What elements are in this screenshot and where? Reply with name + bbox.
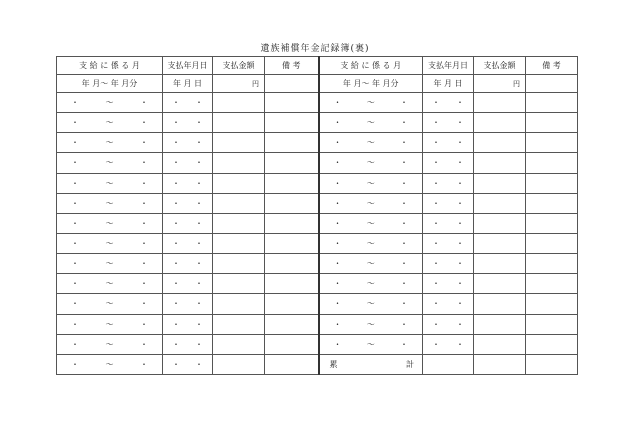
- remarks-cell: [265, 314, 319, 334]
- tilde-mark: ～: [366, 118, 375, 128]
- paydate-cell: [163, 193, 213, 213]
- remarks-cell: [265, 274, 319, 294]
- remarks-cell: [526, 254, 578, 274]
- table-row: [57, 294, 578, 314]
- tilde-mark: ～: [105, 359, 114, 369]
- period-cell: [57, 213, 163, 233]
- period-cell: [57, 354, 163, 374]
- date-dot: ・: [195, 299, 203, 309]
- date-dot: ・: [172, 198, 180, 208]
- paydate-cell: [163, 254, 213, 274]
- period-to-dot: ・: [400, 178, 408, 188]
- remarks-cell: [265, 213, 319, 233]
- paydate-cell: [423, 294, 474, 314]
- remarks-cell: [265, 354, 319, 374]
- tilde-mark: ～: [105, 279, 114, 289]
- date-dot: ・: [195, 319, 203, 329]
- table-row: [57, 153, 578, 173]
- table-row: [57, 113, 578, 133]
- amount-cell: [474, 294, 526, 314]
- right-amount-units: [474, 75, 526, 93]
- period-to-dot: ・: [400, 339, 408, 349]
- period-cell: [57, 173, 163, 193]
- period-from-dot: ・: [333, 259, 342, 269]
- amount-cell: [474, 193, 526, 213]
- right-period-header: [319, 57, 423, 75]
- remarks-cell: [265, 233, 319, 253]
- period-from-dot: ・: [333, 138, 342, 148]
- date-dot: ・: [432, 158, 440, 168]
- amount-cell: [474, 354, 526, 374]
- period-from-dot: ・: [333, 339, 342, 349]
- table-row: [57, 254, 578, 274]
- date-dot: ・: [172, 279, 180, 289]
- total-label-cell: [319, 354, 423, 374]
- period-cell: [57, 113, 163, 133]
- period-cell: [319, 93, 423, 113]
- period-to-dot: ・: [140, 319, 148, 329]
- tilde-mark: ～: [366, 339, 375, 349]
- remarks-cell: [265, 193, 319, 213]
- amount-cell: [213, 334, 265, 354]
- period-from-dot: ・: [71, 218, 79, 228]
- period-from-dot: ・: [71, 118, 79, 128]
- amount-cell: [474, 133, 526, 153]
- remarks-cell: [265, 93, 319, 113]
- remarks-header-label: 備 考: [281, 61, 301, 70]
- paydate-cell: [423, 113, 474, 133]
- period-from-dot: ・: [333, 178, 342, 188]
- tilde-mark: ～: [105, 239, 114, 249]
- date-dot: ・: [195, 359, 203, 369]
- paydate-units-label: 年 月 日: [172, 79, 203, 88]
- remarks-cell: [265, 133, 319, 153]
- period-to-dot: ・: [140, 178, 148, 188]
- amount-cell: [213, 153, 265, 173]
- paydate-cell: [163, 213, 213, 233]
- remarks-cell: [526, 354, 578, 374]
- period-cell: [319, 254, 423, 274]
- date-dot: ・: [432, 279, 440, 289]
- paydate-cell: [163, 133, 213, 153]
- tilde-mark: ～: [366, 239, 375, 249]
- period-to-dot: ・: [140, 98, 148, 108]
- total-label-b: 計: [406, 359, 414, 369]
- tilde-mark: ～: [105, 299, 114, 309]
- date-dot: ・: [456, 98, 464, 108]
- remarks-cell: [526, 233, 578, 253]
- remarks-cell: [526, 213, 578, 233]
- amount-cell: [474, 233, 526, 253]
- period-from-dot: ・: [71, 259, 79, 269]
- table-row: [57, 233, 578, 253]
- period-units-label: 年 月～ 年 月分: [81, 79, 138, 88]
- remarks-cell: [526, 334, 578, 354]
- date-dot: ・: [456, 178, 464, 188]
- date-dot: ・: [195, 178, 203, 188]
- paydate-cell: [163, 354, 213, 374]
- period-cell: [57, 294, 163, 314]
- date-dot: ・: [172, 299, 180, 309]
- ledger-table: [56, 56, 578, 375]
- paydate-units-label: 年 月 日: [433, 79, 463, 88]
- period-to-dot: ・: [400, 198, 408, 208]
- period-to-dot: ・: [140, 239, 148, 249]
- amount-cell: [213, 274, 265, 294]
- table-row: [57, 354, 578, 374]
- amount-cell: [474, 153, 526, 173]
- paydate-cell: [423, 233, 474, 253]
- paydate-cell: [423, 334, 474, 354]
- period-from-dot: ・: [71, 138, 79, 148]
- remarks-header-label: 備 考: [542, 61, 561, 70]
- period-to-dot: ・: [140, 259, 148, 269]
- period-cell: [319, 274, 423, 294]
- right-amount-header: [474, 57, 526, 75]
- tilde-mark: ～: [366, 138, 375, 148]
- date-dot: ・: [456, 118, 464, 128]
- left-paydate-header: [163, 57, 213, 75]
- period-cell: [57, 133, 163, 153]
- paydate-cell: [423, 193, 474, 213]
- period-to-dot: ・: [400, 239, 408, 249]
- date-dot: ・: [172, 239, 180, 249]
- period-from-dot: ・: [71, 98, 79, 108]
- paydate-cell: [423, 133, 474, 153]
- period-from-dot: ・: [333, 218, 342, 228]
- tilde-mark: ～: [105, 218, 114, 228]
- period-to-dot: ・: [140, 339, 148, 349]
- tilde-mark: ～: [105, 138, 114, 148]
- date-dot: ・: [456, 299, 464, 309]
- paydate-cell: [423, 173, 474, 193]
- date-dot: ・: [432, 98, 440, 108]
- date-dot: ・: [456, 259, 464, 269]
- date-dot: ・: [172, 118, 180, 128]
- period-cell: [57, 153, 163, 173]
- period-cell: [319, 294, 423, 314]
- date-dot: ・: [172, 218, 180, 228]
- period-from-dot: ・: [333, 198, 342, 208]
- period-from-dot: ・: [333, 279, 342, 289]
- right-remarks-blank: [526, 75, 578, 93]
- paydate-cell: [163, 173, 213, 193]
- amount-cell: [213, 133, 265, 153]
- paydate-cell: [423, 274, 474, 294]
- period-from-dot: ・: [333, 239, 342, 249]
- period-from-dot: ・: [71, 359, 79, 369]
- table-row: [57, 173, 578, 193]
- tilde-mark: ～: [366, 158, 375, 168]
- amount-cell: [474, 254, 526, 274]
- period-from-dot: ・: [71, 299, 79, 309]
- period-from-dot: ・: [333, 319, 342, 329]
- table-row: [57, 314, 578, 334]
- date-dot: ・: [172, 178, 180, 188]
- period-from-dot: ・: [71, 198, 79, 208]
- date-dot: ・: [432, 339, 440, 349]
- date-dot: ・: [432, 218, 440, 228]
- right-remarks-header: [526, 57, 578, 75]
- tilde-mark: ～: [366, 279, 375, 289]
- tilde-mark: ～: [105, 339, 114, 349]
- amount-cell: [474, 113, 526, 133]
- period-cell: [319, 334, 423, 354]
- amount-cell: [213, 314, 265, 334]
- remarks-cell: [526, 113, 578, 133]
- amount-cell: [474, 334, 526, 354]
- period-from-dot: ・: [71, 158, 79, 168]
- date-dot: ・: [195, 279, 203, 289]
- tilde-mark: ～: [366, 218, 375, 228]
- tilde-mark: ～: [366, 98, 375, 108]
- remarks-cell: [526, 294, 578, 314]
- remarks-cell: [265, 254, 319, 274]
- paydate-cell: [163, 93, 213, 113]
- tilde-mark: ～: [105, 319, 114, 329]
- period-cell: [57, 233, 163, 253]
- left-paydate-units: [163, 75, 213, 93]
- date-dot: ・: [432, 319, 440, 329]
- period-cell: [57, 274, 163, 294]
- tilde-mark: ～: [105, 158, 114, 168]
- date-dot: ・: [195, 138, 203, 148]
- paydate-cell: [163, 113, 213, 133]
- date-dot: ・: [432, 118, 440, 128]
- date-dot: ・: [432, 299, 440, 309]
- date-dot: ・: [456, 339, 464, 349]
- date-dot: ・: [172, 259, 180, 269]
- date-dot: ・: [195, 158, 203, 168]
- period-header-label: 支 給 に 係 る 月: [340, 61, 402, 70]
- date-dot: ・: [172, 319, 180, 329]
- remarks-cell: [526, 173, 578, 193]
- period-cell: [57, 254, 163, 274]
- tilde-mark: ～: [366, 319, 375, 329]
- remarks-cell: [265, 173, 319, 193]
- left-period-header: [57, 57, 163, 75]
- paydate-cell: [163, 233, 213, 253]
- amount-cell: [213, 213, 265, 233]
- remarks-cell: [526, 314, 578, 334]
- period-to-dot: ・: [140, 299, 148, 309]
- right-paydate-units: [423, 75, 474, 93]
- paydate-cell: [423, 314, 474, 334]
- amount-cell: [213, 254, 265, 274]
- period-units-label: 年 月～ 年 月分: [342, 79, 399, 88]
- tilde-mark: ～: [366, 178, 375, 188]
- remarks-cell: [526, 153, 578, 173]
- paydate-cell: [163, 314, 213, 334]
- remarks-cell: [265, 153, 319, 173]
- yen-unit-label: 円: [252, 79, 259, 88]
- table-row: [57, 133, 578, 153]
- period-cell: [319, 193, 423, 213]
- amount-cell: [213, 93, 265, 113]
- date-dot: ・: [195, 98, 203, 108]
- date-dot: ・: [456, 239, 464, 249]
- tilde-mark: ～: [105, 259, 114, 269]
- date-dot: ・: [432, 178, 440, 188]
- period-to-dot: ・: [400, 218, 408, 228]
- table-row: [57, 334, 578, 354]
- date-dot: ・: [195, 239, 203, 249]
- paydate-cell: [163, 294, 213, 314]
- period-to-dot: ・: [140, 118, 148, 128]
- paydate-cell: [423, 354, 474, 374]
- tilde-mark: ～: [366, 299, 375, 309]
- date-dot: ・: [195, 218, 203, 228]
- period-from-dot: ・: [333, 299, 342, 309]
- period-cell: [319, 233, 423, 253]
- period-to-dot: ・: [400, 319, 408, 329]
- amount-cell: [213, 233, 265, 253]
- amount-cell: [474, 213, 526, 233]
- period-cell: [57, 314, 163, 334]
- amount-cell: [213, 354, 265, 374]
- remarks-cell: [265, 294, 319, 314]
- remarks-cell: [526, 193, 578, 213]
- period-cell: [57, 334, 163, 354]
- amount-cell: [213, 193, 265, 213]
- date-dot: ・: [432, 138, 440, 148]
- period-from-dot: ・: [71, 239, 79, 249]
- period-from-dot: ・: [71, 279, 79, 289]
- remarks-cell: [265, 334, 319, 354]
- amount-cell: [474, 173, 526, 193]
- paydate-cell: [423, 254, 474, 274]
- date-dot: ・: [195, 198, 203, 208]
- table-row: [57, 193, 578, 213]
- period-to-dot: ・: [400, 158, 408, 168]
- yen-unit-label: 円: [513, 79, 520, 88]
- date-dot: ・: [432, 198, 440, 208]
- period-to-dot: ・: [400, 138, 408, 148]
- date-dot: ・: [172, 138, 180, 148]
- page-title: 遺族補償年金記録簿(裏): [260, 44, 370, 54]
- period-to-dot: ・: [140, 279, 148, 289]
- left-period-units: [57, 75, 163, 93]
- table-row: [57, 274, 578, 294]
- period-cell: [319, 213, 423, 233]
- period-header-label: 支 給 に 係 る 月: [79, 61, 140, 70]
- tilde-mark: ～: [105, 178, 114, 188]
- left-remarks-header: [265, 57, 319, 75]
- amount-cell: [474, 314, 526, 334]
- left-amount-header: [213, 57, 265, 75]
- date-dot: ・: [456, 218, 464, 228]
- tilde-mark: ～: [105, 118, 114, 128]
- right-paydate-header: [423, 57, 474, 75]
- date-dot: ・: [432, 239, 440, 249]
- date-dot: ・: [172, 339, 180, 349]
- period-cell: [319, 173, 423, 193]
- date-dot: ・: [432, 259, 440, 269]
- period-from-dot: ・: [333, 118, 342, 128]
- date-dot: ・: [195, 118, 203, 128]
- date-dot: ・: [195, 259, 203, 269]
- period-from-dot: ・: [333, 158, 342, 168]
- period-to-dot: ・: [140, 198, 148, 208]
- period-to-dot: ・: [140, 138, 148, 148]
- date-dot: ・: [456, 138, 464, 148]
- period-from-dot: ・: [71, 178, 79, 188]
- tilde-mark: ～: [105, 98, 114, 108]
- date-dot: ・: [195, 339, 203, 349]
- remarks-cell: [265, 113, 319, 133]
- period-from-dot: ・: [71, 339, 79, 349]
- period-to-dot: ・: [400, 118, 408, 128]
- date-dot: ・: [172, 158, 180, 168]
- period-to-dot: ・: [400, 259, 408, 269]
- table-row: [57, 213, 578, 233]
- date-dot: ・: [172, 98, 180, 108]
- paydate-cell: [163, 334, 213, 354]
- period-to-dot: ・: [400, 98, 408, 108]
- period-cell: [319, 113, 423, 133]
- amount-cell: [474, 93, 526, 113]
- paydate-cell: [163, 274, 213, 294]
- amount-header-label: 支払金額: [483, 61, 516, 70]
- paydate-cell: [423, 213, 474, 233]
- period-cell: [319, 153, 423, 173]
- period-cell: [319, 133, 423, 153]
- date-dot: ・: [172, 359, 180, 369]
- period-to-dot: ・: [400, 299, 408, 309]
- left-amount-units: [213, 75, 265, 93]
- period-cell: [57, 193, 163, 213]
- tilde-mark: ～: [105, 198, 114, 208]
- remarks-cell: [526, 93, 578, 113]
- period-from-dot: ・: [71, 319, 79, 329]
- paydate-cell: [163, 153, 213, 173]
- period-to-dot: ・: [140, 158, 148, 168]
- remarks-cell: [526, 133, 578, 153]
- paydate-header-label: 支払年月日: [167, 61, 208, 70]
- tilde-mark: ～: [366, 259, 375, 269]
- amount-cell: [474, 274, 526, 294]
- amount-header-label: 支払金額: [222, 61, 255, 70]
- paydate-header-label: 支払年月日: [428, 61, 468, 70]
- period-to-dot: ・: [140, 359, 148, 369]
- left-remarks-blank: [265, 75, 319, 93]
- amount-cell: [213, 294, 265, 314]
- date-dot: ・: [456, 198, 464, 208]
- right-period-units: [319, 75, 423, 93]
- remarks-cell: [526, 274, 578, 294]
- date-dot: ・: [456, 279, 464, 289]
- paydate-cell: [423, 93, 474, 113]
- period-from-dot: ・: [333, 98, 342, 108]
- tilde-mark: ～: [366, 198, 375, 208]
- date-dot: ・: [456, 158, 464, 168]
- paydate-cell: [423, 153, 474, 173]
- period-cell: [319, 314, 423, 334]
- date-dot: ・: [456, 319, 464, 329]
- period-cell: [57, 93, 163, 113]
- total-label-a: 累: [329, 359, 338, 369]
- table-row: [57, 93, 578, 113]
- period-to-dot: ・: [400, 279, 408, 289]
- period-to-dot: ・: [140, 218, 148, 228]
- amount-cell: [213, 173, 265, 193]
- amount-cell: [213, 113, 265, 133]
